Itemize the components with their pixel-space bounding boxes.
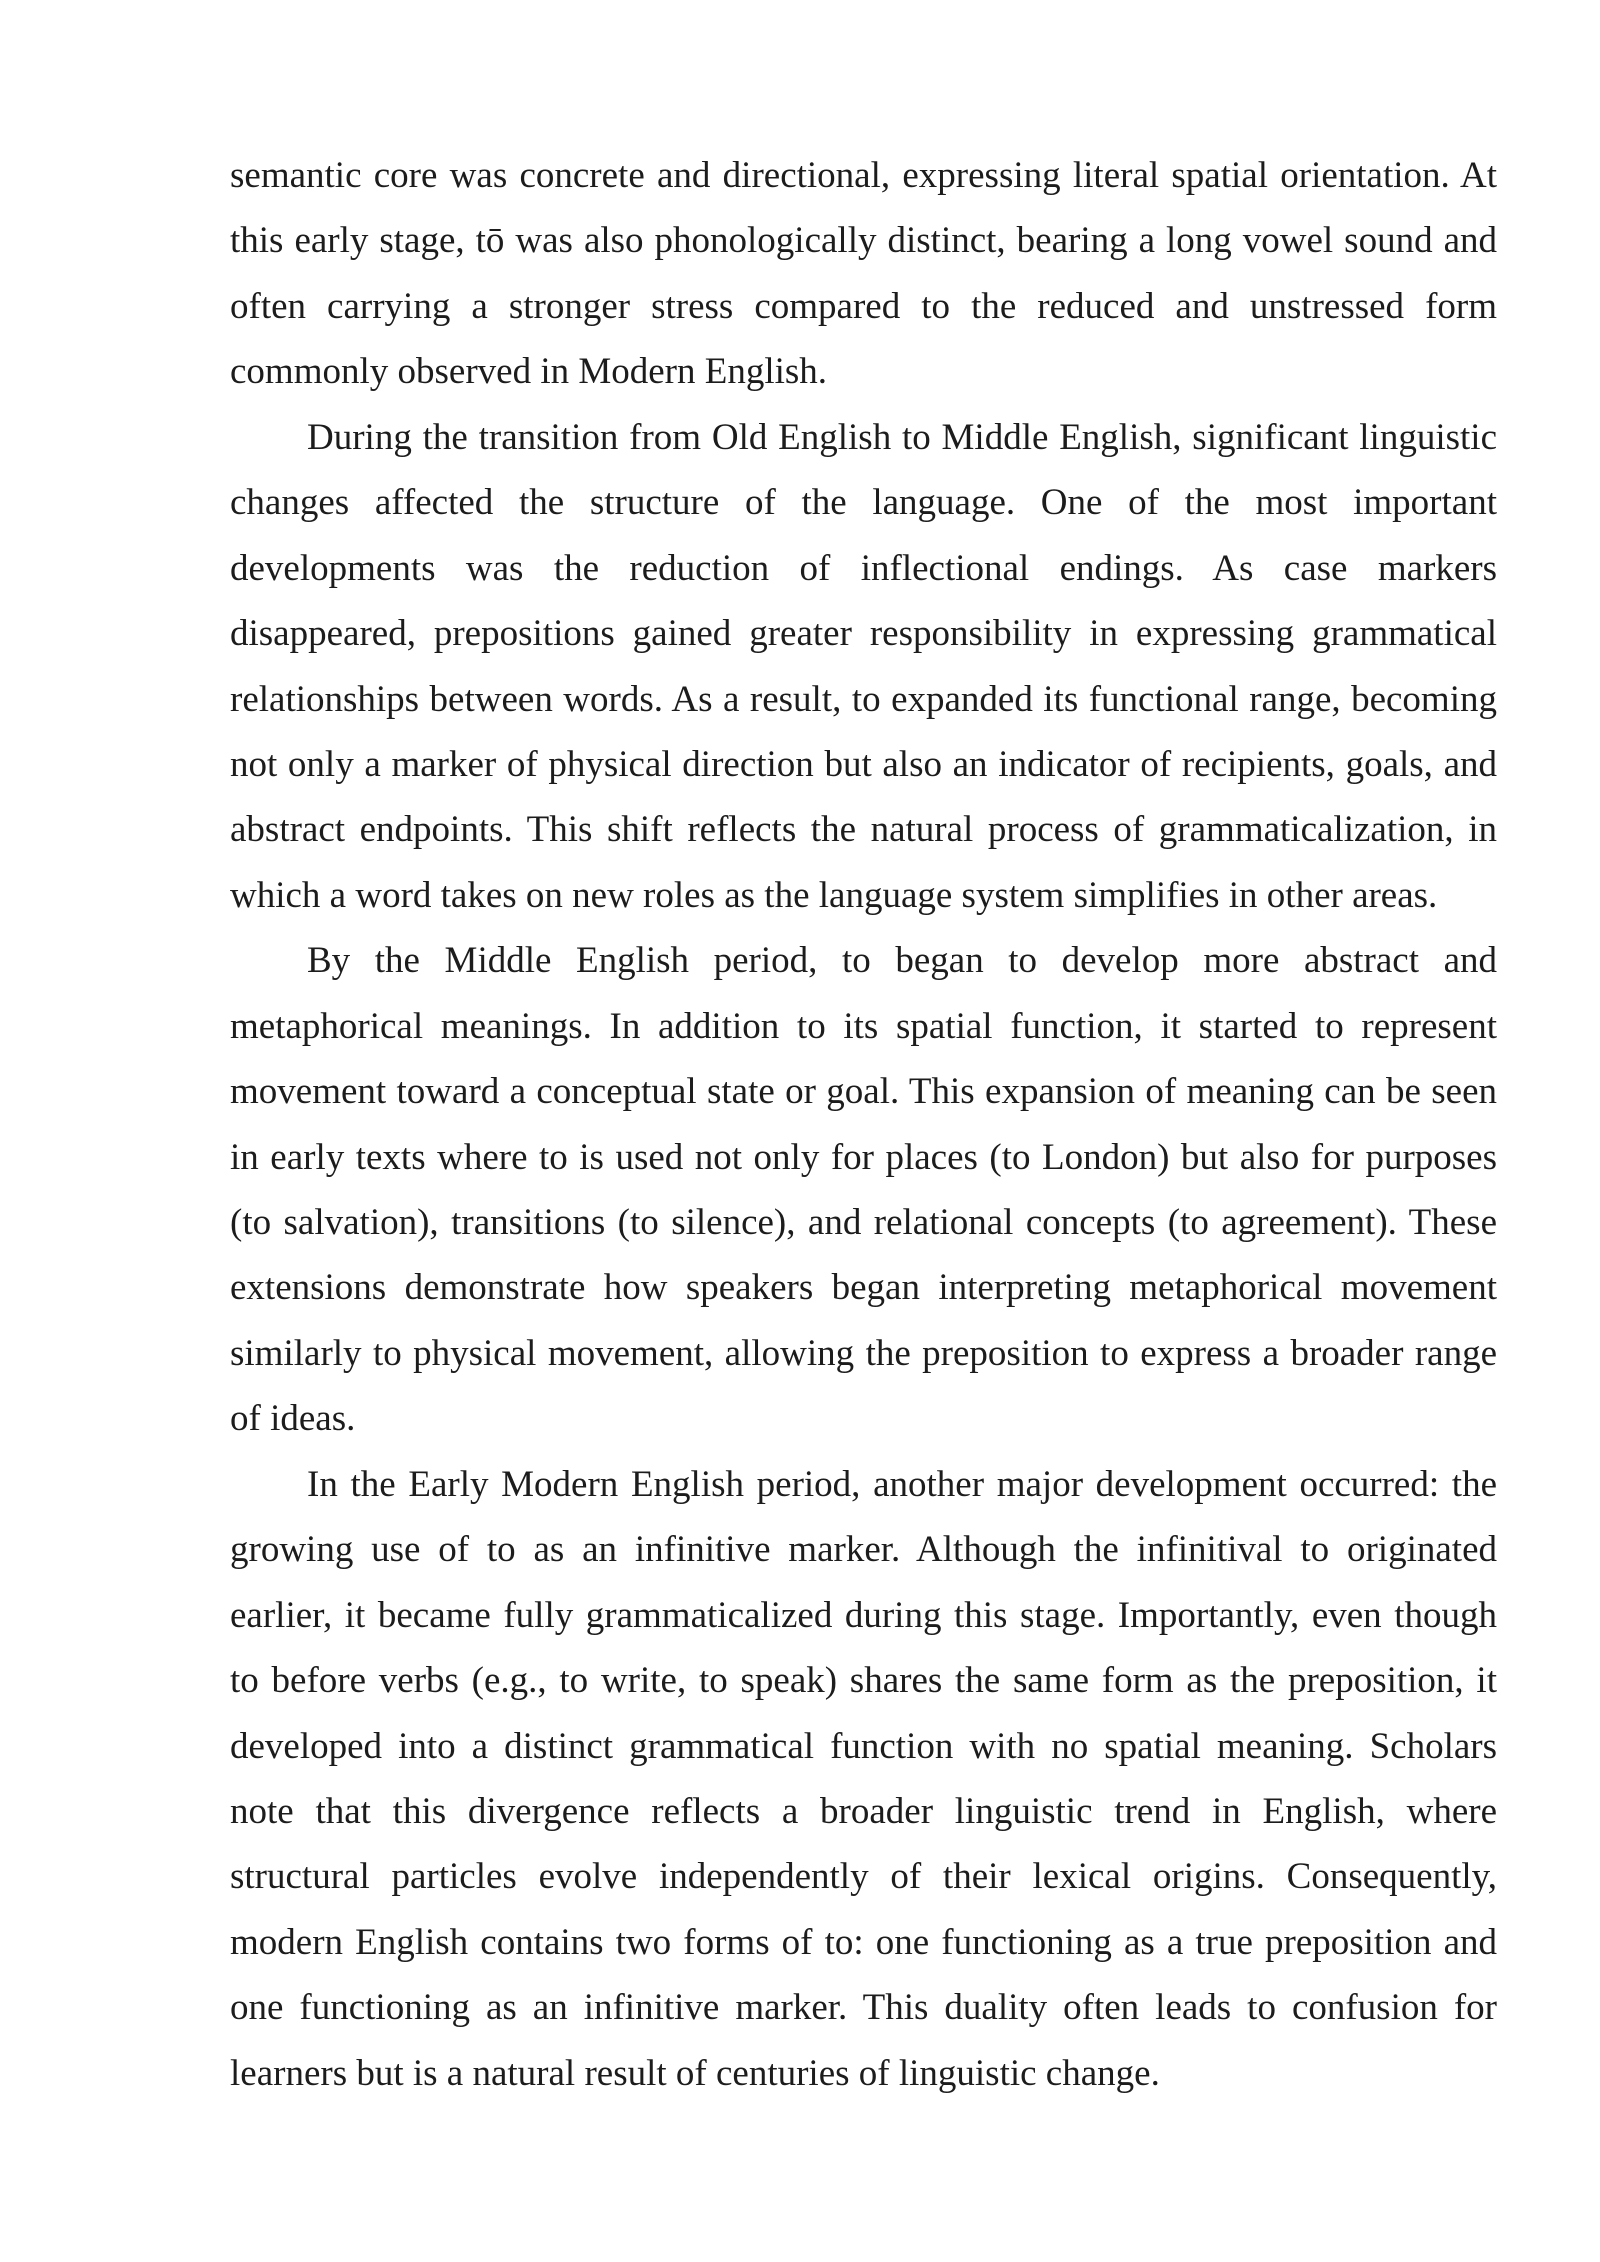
text-line: to before verbs (e.g., to write, to speak) shares the same form as the preposition, it <box>230 1660 1497 1702</box>
text-line: growing use of to as an infinitive marker. Although the infinitival to originated <box>230 1529 1497 1571</box>
text-line: structural particles evolve independently of their lexical origins. Consequently, <box>230 1856 1497 1898</box>
paragraph <box>230 928 1497 1452</box>
text-line: By the Middle English period, to began to develop more abstract and <box>307 940 1497 982</box>
text-line: In the Early Modern English period, another major development occurred: the <box>307 1463 1497 1505</box>
text-line: abstract endpoints. This shift reflects the natural process of grammaticalization, in <box>230 809 1497 851</box>
text-line: note that this divergence reflects a broader linguistic trend in English, where <box>230 1790 1497 1832</box>
text-line: (to salvation), transitions (to silence), and relational concepts (to agreement). These <box>230 1202 1497 1243</box>
text-line: not only a marker of physical direction but also an indicator of recipients, goals, and <box>230 743 1497 785</box>
text-line: developments was the reduction of inflectional endings. As case markers <box>230 547 1497 589</box>
text-line: which a word takes on new roles as the language system simplifies in other areas. <box>230 874 1438 916</box>
text-line: semantic core was concrete and directional, expressing literal spatial orientation. At <box>230 155 1497 196</box>
text-line: metaphorical meanings. In addition to its spatial function, it started to represent <box>230 1005 1497 1047</box>
paragraph-continued <box>230 143 1497 405</box>
text-line: in early texts where to is used not only for places (to London) but also for purposes <box>230 1136 1497 1178</box>
text-line: developed into a distinct grammatical function with no spatial meaning. Scholars <box>230 1725 1497 1767</box>
text-line: one functioning as an infinitive marker. This duality often leads to confusion for <box>230 1987 1497 2029</box>
text-line: movement toward a conceptual state or goal. This expansion of meaning can be seen <box>230 1071 1497 1113</box>
paragraph <box>230 405 1497 929</box>
body-text <box>230 143 1497 2106</box>
text-line: often carrying a stronger stress compared to the reduced and unstressed form <box>230 285 1497 327</box>
text-line: earlier, it became fully grammaticalized during this stage. Importantly, even though <box>230 1594 1497 1636</box>
text-line: extensions demonstrate how speakers began interpreting metaphorical movement <box>230 1267 1497 1309</box>
text-line: modern English contains two forms of to: one functioning as a true preposition and <box>230 1921 1497 1963</box>
text-line: commonly observed in Modern English. <box>230 351 828 393</box>
text-line: changes affected the structure of the language. One of the most important <box>230 482 1497 524</box>
text-line: During the transition from Old English to Middle English, significant linguistic <box>307 416 1497 458</box>
text-line: this early stage, tō was also phonologically distinct, bearing a long vowel sound and <box>230 220 1497 262</box>
text-line: learners but is a natural result of centuries of linguistic change. <box>230 2052 1160 2094</box>
text-line: similarly to physical movement, allowing the preposition to express a broader range <box>230 1332 1497 1374</box>
text-line: disappeared, prepositions gained greater responsibility in expressing grammatical <box>230 613 1497 655</box>
text-line: relationships between words. As a result, to expanded its functional range, becoming <box>230 678 1497 720</box>
paragraph <box>230 1452 1497 2106</box>
text-line: of ideas. <box>230 1398 356 1440</box>
